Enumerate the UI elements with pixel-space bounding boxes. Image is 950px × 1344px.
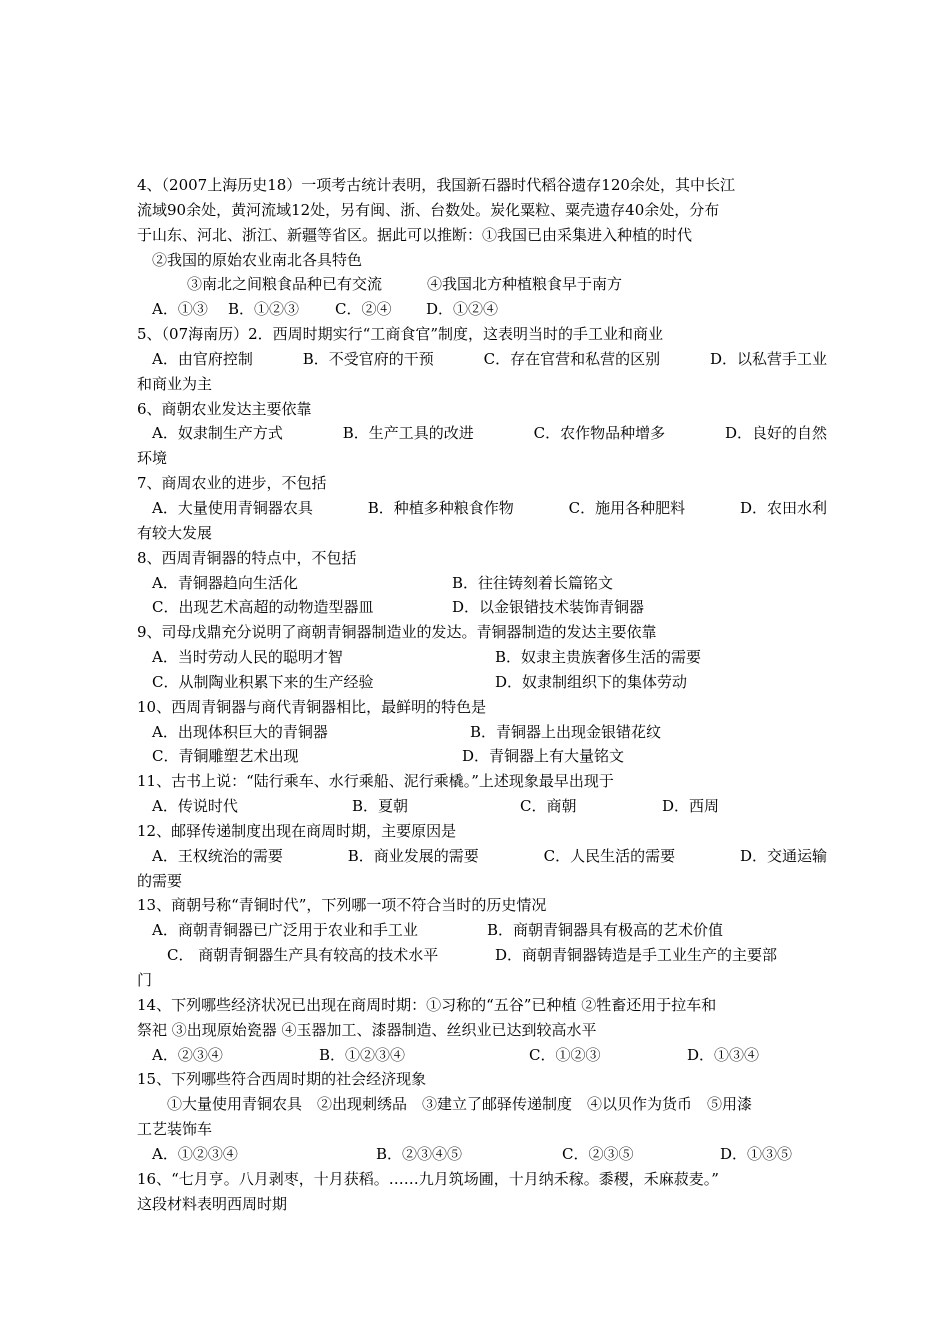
- question-15-items: ①大量使用青铜农具 ②出现刺绣品 ③建立了邮驿传递制度 ④以贝作为货币 ⑤用漆: [167, 1095, 753, 1114]
- option-a: A．②③④: [152, 1045, 223, 1064]
- question-13-stem: 13、商朝号称“青铜时代”，下列哪一项不符合当时的历史情况: [137, 896, 547, 915]
- question-14-stem-line: 14、下列哪些经济状况已出现在商周时期：①习称的“五谷”已种植 ②牲畜还用于拉车和: [137, 995, 717, 1014]
- option-d: D．①③④: [687, 1045, 760, 1064]
- question-8-options-row: [137, 571, 827, 596]
- option-a: A．传说时代: [152, 797, 238, 816]
- option-c: C．青铜雕塑艺术出现: [152, 747, 299, 766]
- option-c: C．出现艺术高超的动物造型器皿: [152, 598, 374, 617]
- option-c: C．①②③: [529, 1045, 601, 1064]
- question-13-options-row: [137, 918, 827, 943]
- option-c: C．商朝: [520, 797, 577, 816]
- question-13-options-row: [137, 943, 827, 968]
- question-12-option-wrap: 的需要: [137, 871, 183, 890]
- option-a: A．由官府控制: [152, 349, 253, 368]
- question-7-options: [137, 496, 827, 521]
- option-a: A．出现体积巨大的青铜器: [152, 722, 328, 741]
- option-a: A．①②③④: [152, 1144, 238, 1163]
- option-d: D．①②④: [426, 300, 499, 319]
- question-4-stem-line: ③南北之间粮食品种已有交流 ④我国北方种植粮食早于南方: [187, 275, 623, 294]
- option-b: B．②③④⑤: [376, 1144, 463, 1163]
- question-6-options: [137, 421, 827, 446]
- option-c: C．农作物品种增多: [533, 424, 666, 443]
- question-15-items-wrap: 工艺装饰车: [137, 1120, 213, 1139]
- question-9-options-row: [137, 670, 827, 695]
- option-a: A．王权统治的需要: [152, 846, 283, 865]
- option-d: D．以私营手工业: [709, 349, 827, 368]
- option-d: D．①③⑤: [720, 1144, 793, 1163]
- option-b: B．①②③: [228, 300, 300, 319]
- question-15-stem: 15、下列哪些符合西周时期的社会经济现象: [137, 1070, 427, 1089]
- question-10-stem: 10、西周青铜器与商代青铜器相比，最鲜明的特色是: [137, 697, 487, 716]
- question-16-stem-line: 这段材料表明西周时期: [137, 1194, 288, 1213]
- exam-page: [137, 173, 827, 1216]
- question-6-option-wrap: 环境: [137, 449, 168, 468]
- question-5-stem: 5、（07海南历）2．西周时期实行“工商食官”制度，这表明当时的手工业和商业: [137, 325, 664, 344]
- question-4-stem-line: ②我国的原始农业南北各具特色: [152, 250, 363, 269]
- question-4-stem-line: 流域90余处，黄河流域12处，另有闽、浙、台数处。炭化粟粒、粟壳遗存40余处，分布: [137, 200, 720, 219]
- option-c: C．人民生活的需要: [543, 846, 676, 865]
- question-9-stem: 9、司母戊鼎充分说明了商朝青铜器制造业的发达。青铜器制造的发达主要依靠: [137, 623, 657, 642]
- question-8-options-row: [137, 595, 827, 620]
- option-c: C．②④: [335, 300, 392, 319]
- option-d: D．青铜器上有大量铭文: [462, 747, 625, 766]
- option-a: A．当时劳动人民的聪明才智: [152, 648, 343, 667]
- question-12-stem: 12、邮驿传递制度出现在商周时期，主要原因是: [137, 821, 457, 840]
- option-b: B．奴隶主贵族奢侈生活的需要: [495, 648, 702, 667]
- option-c: C． 商朝青铜器生产具有较高的技术水平: [167, 946, 439, 965]
- option-d: D．良好的自然: [724, 424, 827, 443]
- option-a: A．①③: [152, 300, 208, 319]
- question-15-options: [137, 1142, 827, 1167]
- question-5-options: [137, 347, 827, 372]
- question-4-stem-line: 4、（2007上海历史18）一项考古统计表明，我国新石器时代稻谷遗存120余处，其中长江: [137, 176, 735, 194]
- option-d: D．商朝青铜器铸造是手工业生产的主要部: [495, 946, 778, 965]
- question-10-options-row: [137, 744, 827, 769]
- option-a: A．青铜器趋向生活化: [152, 573, 298, 592]
- option-d: D．交通运输: [739, 846, 827, 865]
- option-b: B．种植多种粮食作物: [367, 498, 514, 517]
- option-b: B．商朝青铜器具有极高的艺术价值: [487, 921, 724, 940]
- question-6-stem: 6、商朝农业发达主要依靠: [137, 399, 312, 418]
- question-7-stem: 7、商周农业的进步，不包括: [137, 474, 327, 493]
- option-b: B．夏朝: [352, 797, 409, 816]
- question-9-options-row: [137, 645, 827, 670]
- question-14-stem-line: 祭祀 ③出现原始瓷器 ④玉器加工、漆器制造、丝织业已达到较高水平: [137, 1020, 597, 1039]
- question-4-options: [137, 297, 827, 322]
- question-13-option-wrap: 门: [137, 971, 153, 989]
- option-b: B．不受官府的干预: [302, 349, 434, 368]
- question-5-option-wrap: 和商业为主: [137, 374, 213, 393]
- option-c: C．②③⑤: [562, 1144, 634, 1163]
- option-b: B．往往铸刻着长篇铭文: [452, 573, 614, 592]
- question-11-stem: 11、古书上说：“陆行乘车、水行乘船、泥行乘橇。”上述现象最早出现于: [137, 772, 614, 791]
- option-b: B．①②③④: [319, 1045, 406, 1064]
- question-8-stem: 8、西周青铜器的特点中，不包括: [137, 548, 357, 567]
- option-d: D．农田水利: [739, 498, 827, 517]
- option-d: D．奴隶制组织下的集体劳动: [495, 672, 688, 691]
- option-c: C．施用各种肥料: [568, 498, 686, 517]
- option-b: B．生产工具的改进: [342, 424, 474, 443]
- option-a: A．大量使用青铜器农具: [152, 498, 313, 517]
- option-c: C．存在官营和私营的区别: [483, 349, 661, 368]
- question-16-stem-line: 16、“七月亨。八月剥枣，十月获稻。……九月筑场圃，十月纳禾稼。黍稷，禾麻菽麦。”: [137, 1169, 719, 1188]
- option-a: A．奴隶制生产方式: [152, 424, 283, 443]
- option-a: A．商朝青铜器已广泛用于农业和手工业: [152, 921, 418, 940]
- option-c: C．从制陶业积累下来的生产经验: [152, 672, 374, 691]
- option-b: B．商业发展的需要: [347, 846, 479, 865]
- question-4-stem-line: 于山东、河北、浙江、新疆等省区。据此可以推断：①我国已由采集进入种植的时代: [137, 225, 693, 244]
- question-11-options: [137, 794, 827, 819]
- question-7-option-wrap: 有较大发展: [137, 523, 213, 542]
- option-d: D．西周: [662, 797, 720, 816]
- option-d: D．以金银错技术装饰青铜器: [452, 598, 645, 617]
- question-12-options: [137, 844, 827, 869]
- question-10-options-row: [137, 720, 827, 745]
- question-14-options: [137, 1043, 827, 1068]
- option-b: B．青铜器上出现金银错花纹: [470, 722, 662, 741]
